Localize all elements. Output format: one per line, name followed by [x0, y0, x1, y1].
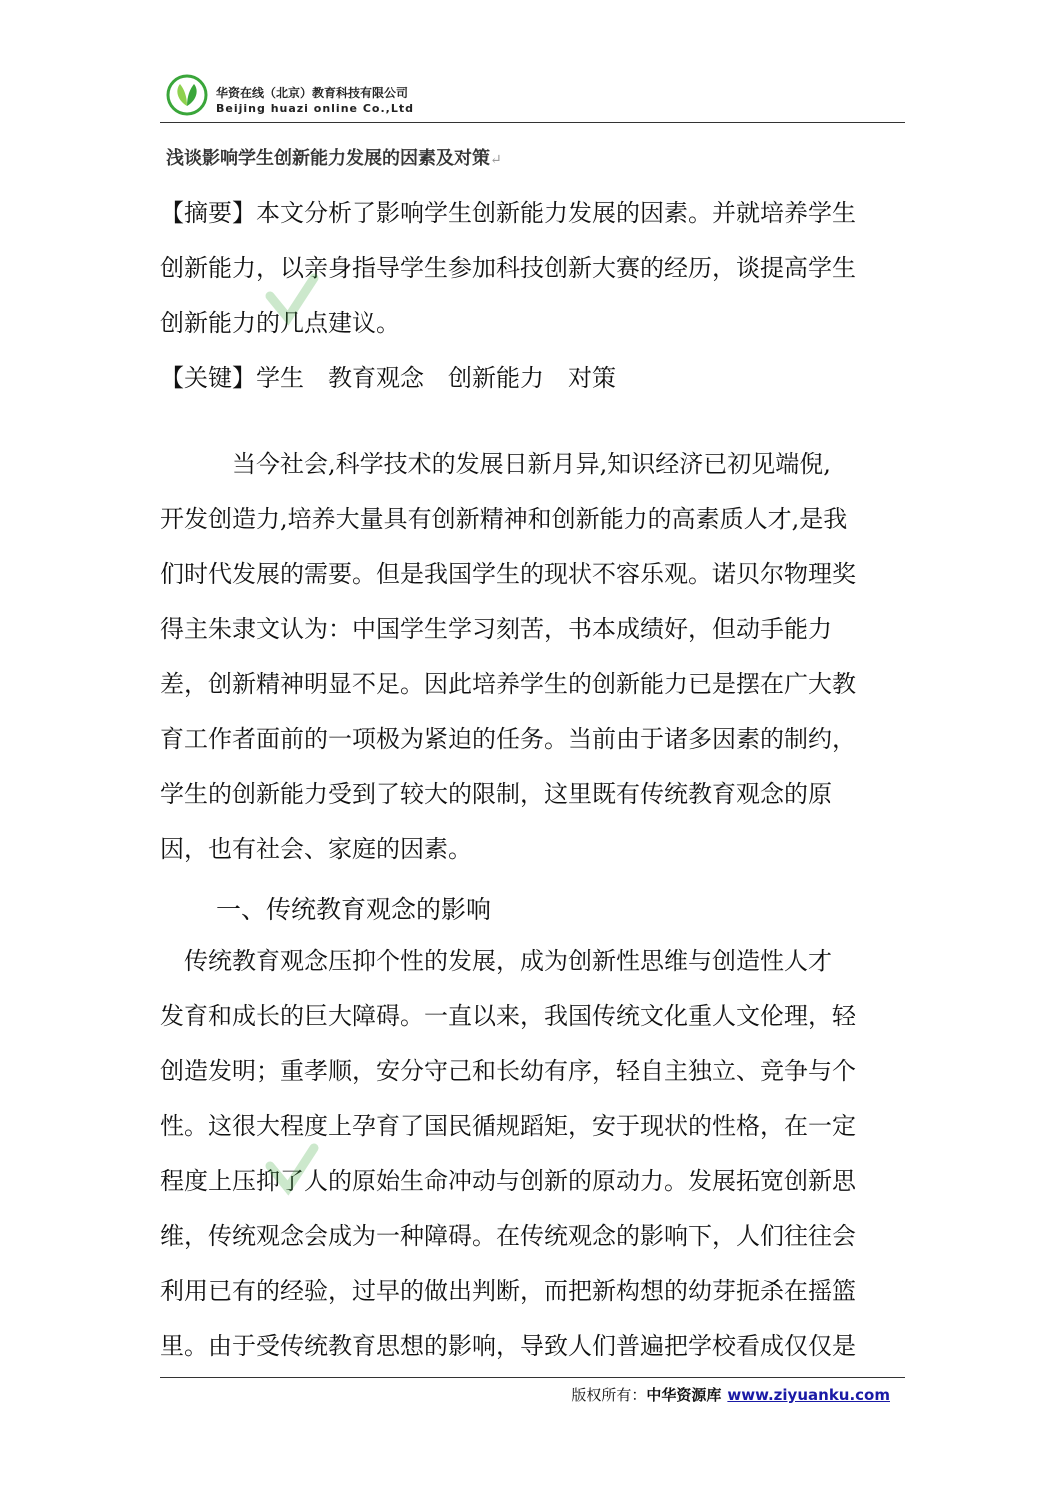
intro-line: 学生的创新能力受到了较大的限制，这里既有传统教育观念的原: [160, 780, 832, 808]
copyright-brand: 中华资源库: [646, 1386, 722, 1404]
page-header: [160, 68, 905, 122]
copyright-label: 版权所有：: [571, 1386, 647, 1404]
section-heading: 一、传统教育观念的影响: [216, 895, 492, 924]
section-line: 维，传统观念会成为一种障碍。在传统观念的影响下，人们往往会: [160, 1222, 856, 1250]
keywords-line: 【关键】学生 教育观念 创新能力 对策: [160, 364, 616, 392]
section-line: 程度上压抑了人的原始生命冲动与创新的原动力。发展拓宽创新思: [160, 1167, 856, 1195]
header-divider: [160, 122, 905, 123]
footer-divider: [160, 1377, 905, 1378]
section-line: 利用已有的经验，过早的做出判断，而把新构想的幼芽扼杀在摇篮: [160, 1277, 856, 1305]
abstract-line: 创新能力，以亲身指导学生参加科技创新大赛的经历，谈提高学生: [160, 254, 856, 282]
site-link[interactable]: www.ziyuanku.com: [727, 1386, 890, 1404]
page-footer: [571, 1384, 890, 1405]
section-line: 发育和成长的巨大障碍。一直以来，我国传统文化重人文伦理，轻: [160, 1002, 856, 1030]
intro-line: 差，创新精神明显不足。因此培养学生的创新能力已是摆在广大教: [160, 670, 856, 698]
intro-line: 们时代发展的需要。但是我国学生的现状不容乐观。诺贝尔物理奖: [160, 560, 856, 588]
watermark-logo-icon: [262, 1138, 322, 1198]
section-line: 创造发明；重孝顺，安分守己和长幼有序，轻自主独立、竞争与个: [160, 1057, 856, 1085]
intro-line: 因，也有社会、家庭的因素。: [160, 835, 472, 863]
section-line: 传统教育观念压抑个性的发展，成为创新性思维与创造性人才: [160, 947, 832, 975]
paragraph-mark-icon: ↵: [490, 152, 502, 168]
document-title-text: 浅谈影响学生创新能力发展的因素及对策: [166, 148, 490, 169]
intro-line: 得主朱隶文认为：中国学生学习刻苦，书本成绩好，但动手能力: [160, 615, 832, 643]
abstract-line: 【摘要】本文分析了影响学生创新能力发展的因素。并就培养学生: [160, 199, 856, 227]
document-title: [166, 144, 502, 170]
intro-line: 当今社会,科学技术的发展日新月异,知识经济已初见端倪,: [160, 450, 831, 478]
watermark-logo-icon: [262, 268, 322, 328]
company-name-cn: 华资在线（北京）教育科技有限公司: [216, 86, 409, 100]
company-name-en: Beijing huazi online Co.,Ltd: [216, 102, 414, 115]
section-line: 里。由于受传统教育思想的影响，导致人们普遍把学校看成仅仅是: [160, 1332, 856, 1360]
intro-line: 开发创造力,培养大量具有创新精神和创新能力的高素质人才,是我: [160, 505, 848, 533]
intro-line: 育工作者面前的一项极为紧迫的任务。当前由于诸多因素的制约，: [160, 725, 856, 753]
abstract-line: 创新能力的几点建议。: [160, 309, 400, 337]
section-line: 性。这很大程度上孕育了国民循规蹈矩，安于现状的性格，在一定: [160, 1112, 856, 1140]
leaf-circle-logo-icon: [166, 74, 208, 116]
